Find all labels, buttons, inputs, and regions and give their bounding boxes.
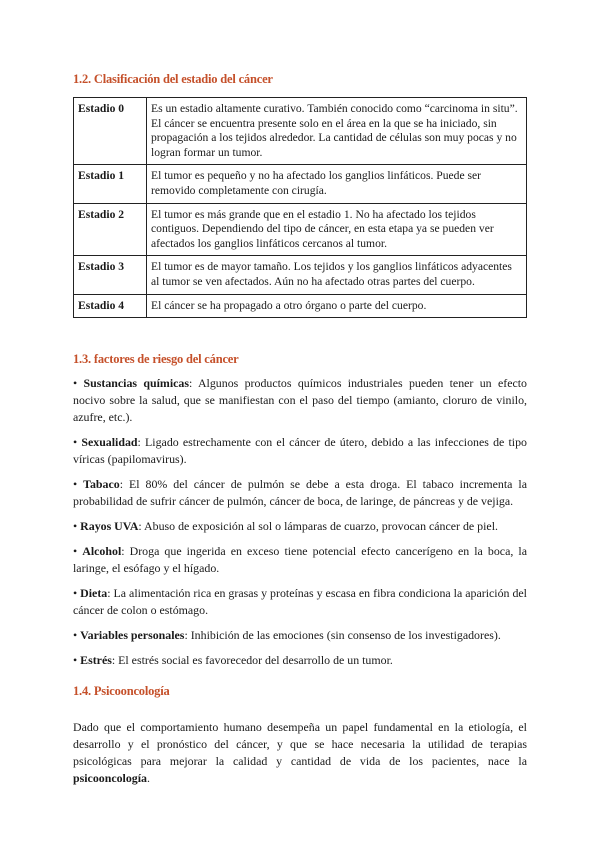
section-heading-classification: 1.2. Clasificación del estadio del cáncer <box>73 72 273 86</box>
risk-factor-text: : Algunos productos químicos industriales pueden tener un efecto nocivo sobre la salud, que se manifiestan con el paso del tiempo (amianto, cloruro de vinilo, azufre, etc.). <box>73 376 527 424</box>
psychooncology-paragraph <box>73 719 527 787</box>
risk-factor-term: Variables personales <box>80 628 185 642</box>
stage-description: El tumor es más grande que en el estadio 1. No ha afectado los tejidos contiguos. Dependiendo del tipo de cáncer, en esta etapa ya se pueden ver afectados los ganglios linfáticos cercanos al tumor. <box>147 203 527 256</box>
bullet-icon: • <box>73 376 78 390</box>
stage-row <box>74 165 527 203</box>
risk-factor-text: : El estrés social es favorecedor del desarrollo de un tumor. <box>111 653 393 667</box>
stage-label: Estadio 2 <box>74 203 147 256</box>
risk-factor-term: Alcohol <box>82 544 122 558</box>
bullet-icon: • <box>73 586 78 600</box>
stage-description: El tumor es de mayor tamaño. Los tejidos y los ganglios linfáticos adyacentes al tumor se ven afectados. Aún no ha afectado otras partes del cuerpo. <box>147 256 527 294</box>
stage-table <box>73 97 527 318</box>
risk-factor-item <box>73 375 527 426</box>
section-heading-psychooncology: 1.4. Psicooncología <box>73 684 170 698</box>
bullet-icon: • <box>73 435 78 449</box>
risk-factor-term: Sustancias químicas <box>83 376 189 390</box>
risk-factor-item <box>73 434 527 468</box>
stage-description: El tumor es pequeño y no ha afectado los ganglios linfáticos. Puede ser removido completamente con cirugía. <box>147 165 527 203</box>
stage-row <box>74 98 527 165</box>
risk-factor-term: Estrés <box>80 653 112 667</box>
risk-factor-term: Tabaco <box>83 477 120 491</box>
stage-description: El cáncer se ha propagado a otro órgano o parte del cuerpo. <box>147 294 527 318</box>
stage-description: Es un estadio altamente curativo. También conocido como “carcinoma in situ”. El cáncer se encuentra presente solo en el área en la que se ha iniciado, sin propagación a los tejidos alrededor. La cantidad de células son muy pocas y no logran formar un tumor. <box>147 98 527 165</box>
bullet-icon: • <box>73 477 78 491</box>
risk-factor-item <box>73 543 527 577</box>
risk-factor-term: Sexualidad <box>81 435 138 449</box>
risk-factor-text: : Abuso de exposición al sol o lámparas de cuarzo, provocan cáncer de piel. <box>138 519 498 533</box>
stage-label: Estadio 4 <box>74 294 147 318</box>
bullet-icon: • <box>73 628 78 642</box>
risk-factor-text: : La alimentación rica en grasas y proteínas y escasa en fibra condiciona la aparición del cáncer de colon o estómago. <box>73 586 527 617</box>
stage-row <box>74 203 527 256</box>
risk-factor-item <box>73 627 527 644</box>
bullet-icon: • <box>73 653 78 667</box>
paragraph-end: . <box>147 770 150 785</box>
risk-factor-item <box>73 518 527 535</box>
risk-factor-text: : El 80% del cáncer de pulmón se debe a esta droga. El tabaco incrementa la probabilidad de sufrir cáncer de pulmón, cáncer de boca, de laringe, de páncreas y de vejiga. <box>73 477 527 508</box>
risk-factor-text: : Ligado estrechamente con el cáncer de útero, debido a las infecciones de tipo víricas (papilomavirus). <box>73 435 527 466</box>
stage-label: Estadio 0 <box>74 98 147 165</box>
risk-factor-term: Rayos UVA <box>80 519 139 533</box>
risk-factor-list <box>73 375 527 677</box>
stage-label: Estadio 3 <box>74 256 147 294</box>
bullet-icon: • <box>73 519 78 533</box>
paragraph-text: Dado que el comportamiento humano desempeña un papel fundamental en la etiología, el desarrollo y el pronóstico del cáncer, y que se hace necesaria la utilidad de terapias psicológicas para mejorar la calidad y cantidad de vida de los pacientes, nace la <box>73 719 527 768</box>
bullet-icon: • <box>73 544 78 558</box>
risk-factor-text: : Droga que ingerida en exceso tiene potencial efecto cancerígeno en la boca, la laringe, el esófago y el hígado. <box>73 544 527 575</box>
stage-row <box>74 256 527 294</box>
risk-factor-item <box>73 585 527 619</box>
paragraph-bold-term: psicooncología <box>73 770 147 785</box>
risk-factor-item <box>73 652 527 669</box>
risk-factor-text: : Inhibición de las emociones (sin consenso de los investigadores). <box>184 628 501 642</box>
stage-row <box>74 294 527 318</box>
section-heading-risk-factors: 1.3. factores de riesgo del cáncer <box>73 352 239 366</box>
risk-factor-item <box>73 476 527 510</box>
stage-label: Estadio 1 <box>74 165 147 203</box>
risk-factor-term: Dieta <box>80 586 108 600</box>
